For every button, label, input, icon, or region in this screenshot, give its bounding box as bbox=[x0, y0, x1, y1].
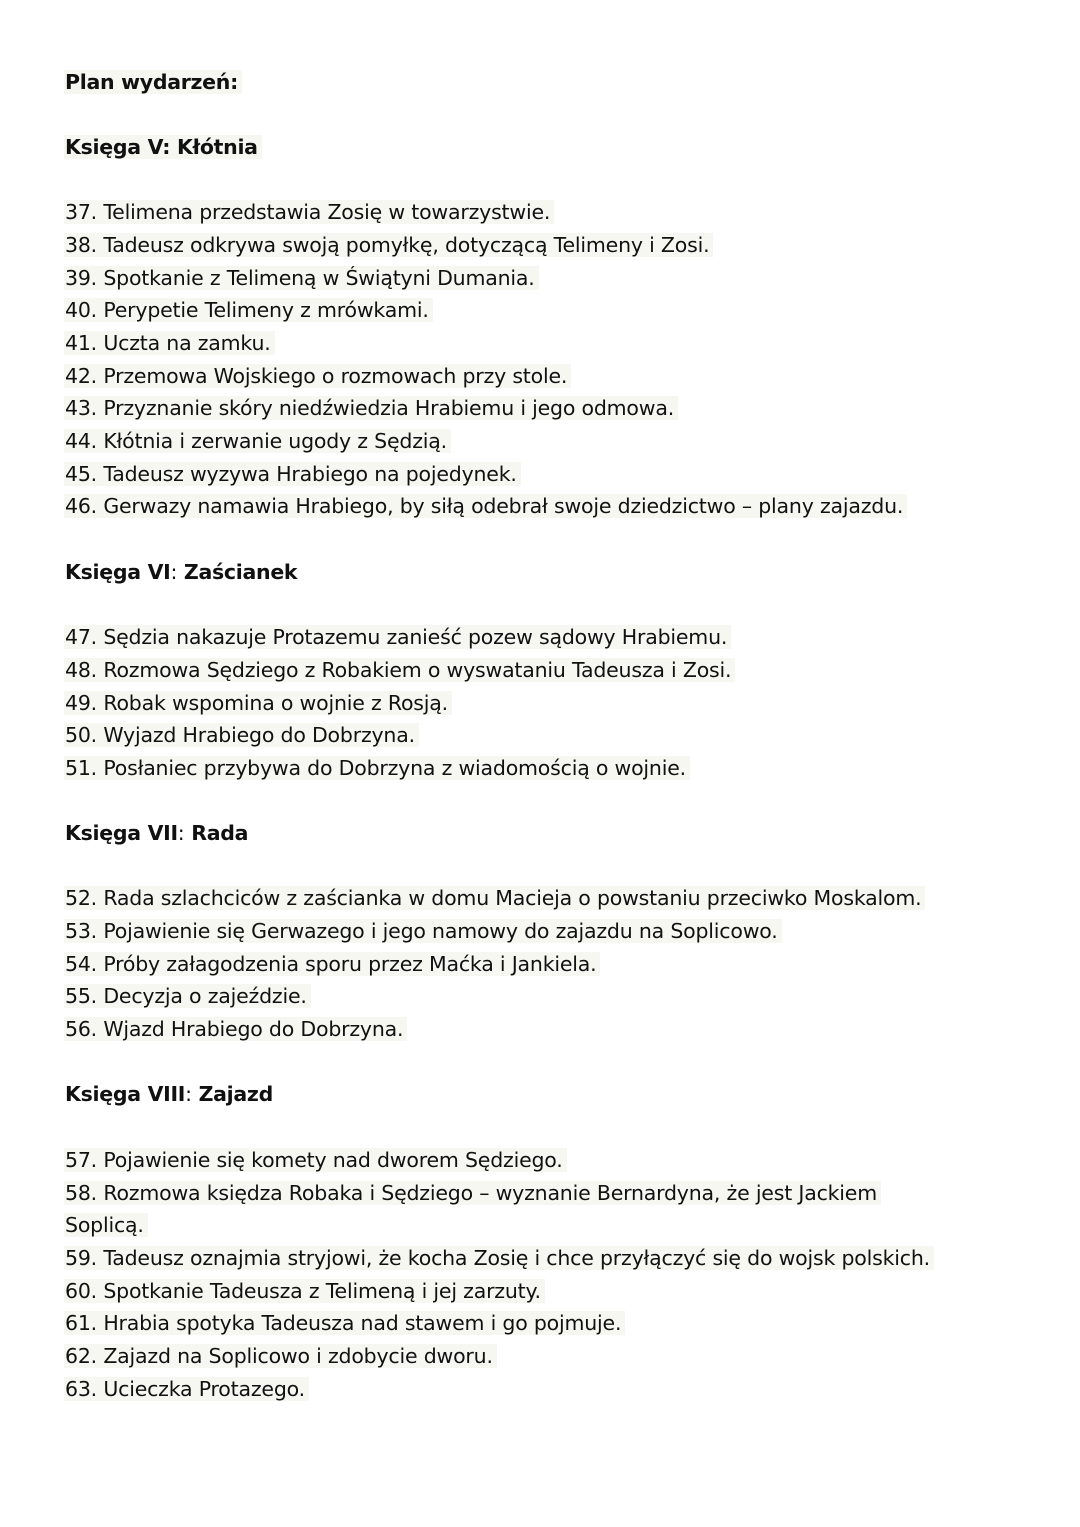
list-item: 52. Rada szlachciców z zaścianka w domu Macieja o powstaniu przeciwko Moskalom. bbox=[65, 882, 925, 914]
section-heading-vi bbox=[65, 556, 297, 588]
list-item: 51. Posłaniec przybywa do Dobrzyna z wiadomością o wojnie. bbox=[65, 752, 690, 784]
list-item: 59. Tadeusz oznajmia stryjowi, że kocha Zosię i chce przyłączyć się do wojsk polskich. bbox=[65, 1242, 934, 1274]
title-text: Plan wydarzeń: bbox=[64, 70, 242, 94]
list-item: 62. Zajazd na Soplicowo i zdobycie dworu. bbox=[65, 1340, 497, 1372]
list-item-continuation: Soplicą. bbox=[65, 1209, 148, 1241]
book-label: Księga VII bbox=[65, 821, 178, 845]
list-item: 48. Rozmowa Sędziego z Robakiem o wyswataniu Tadeusza i Zosi. bbox=[65, 654, 735, 686]
list-item: 40. Perypetie Telimeny z mrówkami. bbox=[65, 294, 433, 326]
heading-separator: : bbox=[185, 1082, 192, 1106]
list-item: 60. Spotkanie Tadeusza z Telimeną i jej zarzuty. bbox=[65, 1275, 545, 1307]
list-item: 63. Ucieczka Protazego. bbox=[65, 1373, 309, 1405]
list-item: 57. Pojawienie się komety nad dworem Sędziego. bbox=[65, 1144, 567, 1176]
heading-separator: : bbox=[170, 560, 178, 584]
section-heading-viii bbox=[65, 1078, 273, 1110]
list-item: 46. Gerwazy namawia Hrabiego, by siłą odebrał swoje dziedzictwo – plany zajazdu. bbox=[65, 490, 907, 522]
list-item: 55. Decyzja o zajeździe. bbox=[65, 980, 311, 1012]
heading-separator: : bbox=[162, 135, 171, 159]
list-item: 43. Przyznanie skóry niedźwiedzia Hrabiemu i jego odmowa. bbox=[65, 392, 678, 424]
list-item: 50. Wyjazd Hrabiego do Dobrzyna. bbox=[65, 719, 419, 751]
list-item: 44. Kłótnia i zerwanie ugody z Sędzią. bbox=[65, 425, 451, 457]
book-name: Zaścianek bbox=[183, 560, 298, 584]
list-item: 49. Robak wspomina o wojnie z Rosją. bbox=[65, 687, 452, 719]
section-heading-vii bbox=[65, 817, 248, 849]
list-item: 42. Przemowa Wojskiego o rozmowach przy stole. bbox=[65, 360, 571, 392]
list-item: 58. Rozmowa księdza Robaka i Sędziego – wyznanie Bernardyna, że jest Jackiem bbox=[65, 1177, 881, 1209]
list-item: 56. Wjazd Hrabiego do Dobrzyna. bbox=[65, 1013, 407, 1045]
book-name: Rada bbox=[191, 821, 249, 845]
list-item: 53. Pojawienie się Gerwazego i jego namowy do zajazdu na Soplicowo. bbox=[65, 915, 782, 947]
book-label: Księga V bbox=[65, 135, 163, 159]
book-name: Kłótnia bbox=[176, 135, 258, 159]
list-item: 61. Hrabia spotyka Tadeusza nad stawem i go pojmuje. bbox=[65, 1307, 625, 1339]
heading-separator: : bbox=[177, 821, 185, 845]
section-heading-v bbox=[65, 131, 262, 163]
book-label: Księga VI bbox=[65, 560, 171, 584]
book-name: Zajazd bbox=[198, 1082, 273, 1106]
list-item: 47. Sędzia nakazuje Protazemu zanieść pozew sądowy Hrabiemu. bbox=[65, 621, 731, 653]
list-item: 45. Tadeusz wyzywa Hrabiego na pojedynek. bbox=[65, 458, 521, 490]
book-label: Księga VIII bbox=[65, 1082, 186, 1106]
document-title bbox=[65, 66, 242, 98]
list-item: 37. Telimena przedstawia Zosię w towarzystwie. bbox=[65, 196, 554, 228]
list-item: 39. Spotkanie z Telimeną w Świątyni Dumania. bbox=[65, 262, 539, 294]
list-item: 41. Uczta na zamku. bbox=[65, 327, 275, 359]
list-item: 38. Tadeusz odkrywa swoją pomyłkę, dotyczącą Telimeny i Zosi. bbox=[65, 229, 713, 261]
list-item: 54. Próby załagodzenia sporu przez Maćka i Jankiela. bbox=[65, 948, 600, 980]
